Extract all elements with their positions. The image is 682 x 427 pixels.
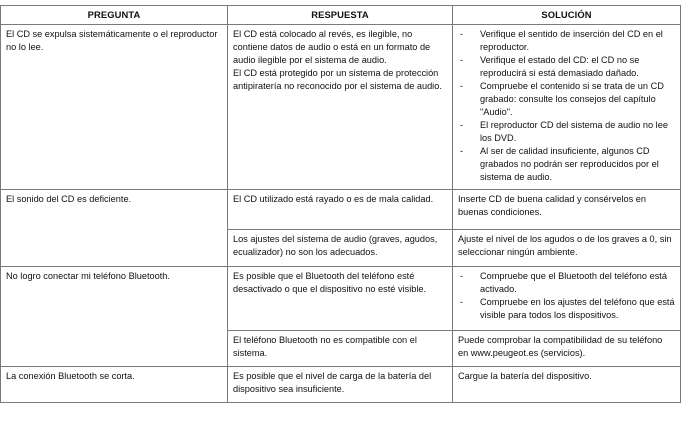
header-solution: SOLUCIÓN <box>453 6 681 25</box>
answer-cell: El CD utilizado está rayado o es de mala calidad. <box>228 190 453 230</box>
table-row <box>1 25 681 190</box>
solution-list <box>458 28 675 184</box>
answer-cell <box>228 25 453 190</box>
solution-cell: Puede comprobar la compatibilidad de su teléfono en www.peugeot.es (servicios). <box>453 331 681 367</box>
dash-bullet: - <box>460 297 464 307</box>
table-row <box>1 367 681 403</box>
solution-item: - Compruebe en los ajustes del teléfono que está visible para todos los dispositivos. <box>460 297 675 320</box>
solution-item: - El reproductor CD del sistema de audio no lee los DVD. <box>460 120 668 143</box>
header-row <box>1 6 681 25</box>
question-cell: El sonido del CD es deficiente. <box>1 190 228 267</box>
solution-cell <box>453 267 681 331</box>
answer-cell: Es posible que el nivel de carga de la batería del dispositivo sea insuficiente. <box>228 367 453 403</box>
dash-bullet: - <box>460 271 464 281</box>
dash-bullet: - <box>460 120 464 130</box>
answer-cell: El teléfono Bluetooth no es compatible con el sistema. <box>228 331 453 367</box>
solution-list <box>458 270 675 322</box>
solution-cell: Inserte CD de buena calidad y consérvelos en buenas condiciones. <box>453 190 681 230</box>
dash-bullet: - <box>460 55 464 65</box>
dash-bullet: - <box>460 29 464 39</box>
solution-item: - Verifique el sentido de inserción del CD en el reproductor. <box>460 29 663 52</box>
solution-item: - Compruebe el contenido si se trata de un CD grabado: consulte los consejos del capítulo "Audio". <box>460 81 664 117</box>
solution-item: - Compruebe que el Bluetooth del teléfono está activado. <box>460 271 667 294</box>
question-cell: La conexión Bluetooth se corta. <box>1 367 228 403</box>
faq-table <box>0 5 681 403</box>
table-row <box>1 190 681 230</box>
header-answer: RESPUESTA <box>228 6 453 25</box>
answer-cell: Es posible que el Bluetooth del teléfono esté desactivado o que el dispositivo no esté visible. <box>228 267 453 331</box>
solution-cell: Ajuste el nivel de los agudos o de los graves a 0, sin seleccionar ningún ambiente. <box>453 230 681 267</box>
solution-cell: Cargue la batería del dispositivo. <box>453 367 681 403</box>
solution-item: - Verifique el estado del CD: el CD no se reproducirá si está demasiado dañado. <box>460 55 640 78</box>
question-cell: No logro conectar mi teléfono Bluetooth. <box>1 267 228 367</box>
answer-paragraph: El CD está protegido por un sistema de protección antipiratería no reconocido por el sistema de audio. <box>233 68 442 91</box>
table-row <box>1 267 681 331</box>
dash-bullet: - <box>460 146 464 156</box>
solution-cell <box>453 25 681 190</box>
dash-bullet: - <box>460 81 464 91</box>
answer-cell: Los ajustes del sistema de audio (graves, agudos, ecualizador) no son los adecuados. <box>228 230 453 267</box>
answer-paragraph: El CD está colocado al revés, es ilegible, no contiene datos de audio o está en un formato de audio ilegible por el sistema de audio. <box>233 29 431 65</box>
header-question: PREGUNTA <box>1 6 228 25</box>
solution-item: - Al ser de calidad insuficiente, algunos CD grabados no podrán ser reproducidos por el sistema de audio. <box>460 146 659 182</box>
question-cell: El CD se expulsa sistemáticamente o el reproductor no lo lee. <box>1 25 228 190</box>
